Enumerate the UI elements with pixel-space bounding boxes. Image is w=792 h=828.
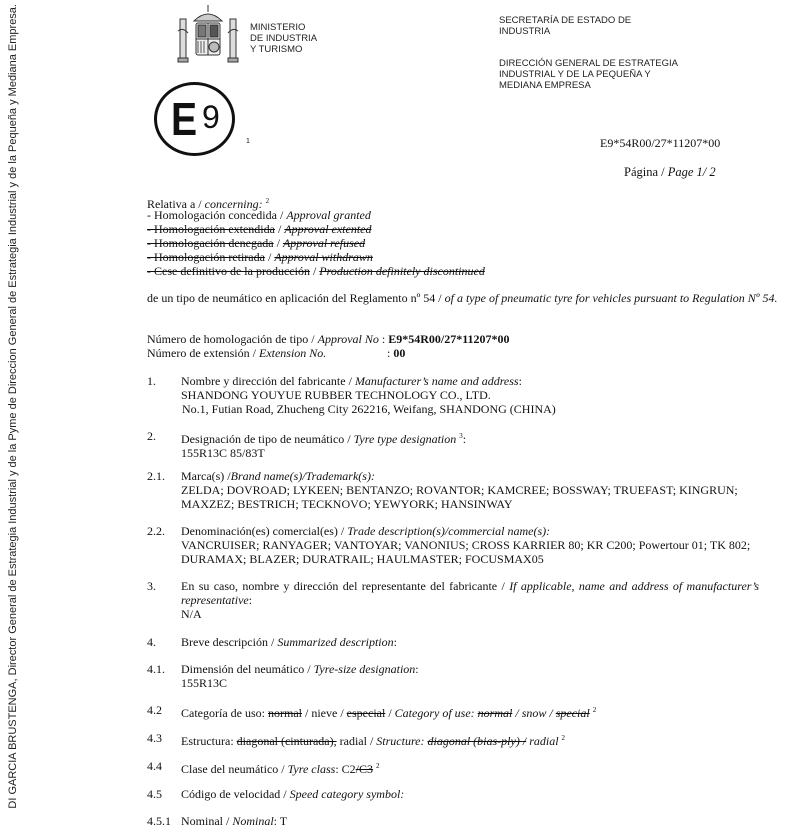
item-label: Dimensión del neumático / Tyre-size designation: bbox=[181, 662, 419, 676]
approval-label-es: Número de homologación de tipo / bbox=[147, 332, 318, 346]
e9-approval-mark-icon bbox=[154, 82, 235, 156]
label-es: Categoría de uso: bbox=[181, 706, 268, 720]
signature-sidebar bbox=[2, 0, 22, 823]
label-en: If applicable, name and address of manufacturer’s representative bbox=[181, 579, 760, 607]
item-content bbox=[181, 469, 738, 511]
item-label bbox=[181, 524, 750, 538]
concerning-block bbox=[147, 194, 485, 278]
item-number: 2. bbox=[147, 429, 156, 443]
item-number: 4. bbox=[147, 635, 156, 649]
brands-line: ZELDA; DOVROAD; LYKEEN; BENTANZO; ROVANTOR; KAMCREE; BOSSWAY; TRUEFAST; KINGRUN; bbox=[181, 483, 738, 497]
concerning-option-extended: - Homologación extendida / Approval extented bbox=[147, 222, 372, 236]
option-normal-es: normal bbox=[267, 706, 302, 720]
concerning-option-granted: - Homologación concedida / Approval granted bbox=[147, 208, 371, 222]
option-special-en: special bbox=[555, 706, 590, 720]
item-content bbox=[181, 374, 556, 416]
prefix: - bbox=[147, 222, 154, 236]
option-es: Homologación denegada bbox=[154, 236, 274, 250]
label-en: Category of use: bbox=[394, 706, 478, 720]
option-radial-en: radial bbox=[529, 734, 559, 748]
regulation-en: of a type of pneumatic tyre for vehicles pursuant to Regulation Nº 54. bbox=[444, 291, 778, 305]
item-content: Categoría de uso: normal / nieve / especial / Category of use: normal / snow / special $^2$ bbox=[181, 706, 597, 720]
label-en: Nominal bbox=[232, 814, 274, 828]
page-number bbox=[624, 165, 716, 180]
extension-value: 00 bbox=[393, 346, 406, 360]
option-en: Approval extented bbox=[284, 222, 372, 236]
secretaria-line: SECRETARÍA DE ESTADO DE bbox=[499, 15, 632, 26]
option-diagonal-es: diagonal (cinturada), bbox=[236, 734, 337, 748]
label-es: Breve descripción / bbox=[181, 635, 278, 649]
concerning-label bbox=[147, 194, 485, 211]
label-es: Nominal / bbox=[181, 814, 233, 828]
label-en: Manufacturer’s name and address bbox=[354, 374, 519, 388]
extension-label bbox=[147, 346, 387, 360]
tyre-type-value: 155R13C 85/83T bbox=[181, 446, 265, 460]
item-content: En su caso, nombre y dirección del representante del fabricante / If applicable, name and address of manufacturer’s representative: N/A bbox=[181, 579, 760, 621]
regulation-es: de un tipo de neumático en aplicación del Reglamento nº 54 / bbox=[147, 291, 445, 305]
secretaria-line: INDUSTRIA bbox=[499, 26, 551, 37]
option-es: Cese definitivo de la producción bbox=[154, 264, 310, 278]
tyre-size-value: 155R13C bbox=[181, 676, 228, 690]
prefix: - bbox=[147, 208, 154, 222]
nominal-value: T bbox=[279, 814, 288, 828]
reference-number: E9*54R00/27*11207*00 bbox=[600, 136, 721, 150]
eseal-letter: E bbox=[171, 93, 198, 145]
label-es: Clase del neumático / bbox=[181, 762, 288, 776]
item-content: Estructura: diagonal (cinturada), radial / Structure: diagonal (bias-ply) / radial $^2$ bbox=[181, 734, 566, 748]
item-number: 4.5.1 bbox=[147, 814, 171, 828]
item-content bbox=[181, 662, 419, 690]
item-label: Nombre y dirección del fabricante / Manufacturer’s name and address: bbox=[181, 374, 522, 388]
prefix: - bbox=[147, 264, 154, 278]
class-c3: /C3 bbox=[355, 762, 374, 776]
footnote-sup: 2 bbox=[265, 197, 270, 205]
option-normal-en: normal bbox=[477, 706, 513, 720]
eseal-number: 9 bbox=[202, 99, 220, 135]
footnote-mark: 1 bbox=[246, 138, 250, 145]
item-number: 3. bbox=[147, 579, 156, 593]
ministry-line: DE INDUSTRIA bbox=[250, 33, 318, 44]
label-es: Designación de tipo de neumático / bbox=[181, 432, 354, 446]
item-number: 4.2 bbox=[147, 703, 162, 717]
label-es: Nombre y dirección del fabricante / bbox=[181, 374, 355, 388]
label-en: Tyre type designation bbox=[353, 432, 460, 446]
extension-number-row: Número de extensión / Extension No. : 00 bbox=[147, 346, 406, 360]
label-en: Tyre class bbox=[287, 762, 336, 776]
item-content: Nominal / Nominal: T bbox=[181, 814, 288, 828]
brands-line: MAXZEZ; BESTRICH; TECKNOVO; YEWYORK; HANSINWAY bbox=[181, 497, 513, 511]
coat-of-arms-icon bbox=[174, 3, 242, 65]
item-content: Breve descripción / Summarized description: bbox=[181, 635, 397, 649]
option-en: Approval refused bbox=[282, 236, 366, 250]
item-content bbox=[181, 787, 404, 801]
option-es: Homologación concedida bbox=[154, 208, 277, 222]
option-diagonal-en: diagonal (bias-ply) bbox=[427, 734, 523, 748]
manufacturer-address: No.1, Futian Road, Zhucheng City 262216, Weifang, SHANDONG (CHINA) bbox=[182, 402, 556, 416]
direccion-heading bbox=[499, 58, 678, 91]
item-number: 4.1. bbox=[147, 662, 165, 676]
label-es: En su caso, nombre y dirección del representante del fabricante / bbox=[181, 579, 510, 593]
option-special-es: especial bbox=[346, 706, 386, 720]
item-number: 1. bbox=[147, 374, 156, 388]
approval-value: E9*54R00/27*11207*00 bbox=[388, 332, 510, 346]
item-content bbox=[181, 524, 750, 566]
ministry-line: Y TURISMO bbox=[250, 44, 303, 55]
extension-label-en: Extension No. bbox=[258, 346, 327, 360]
item-number: 4.3 bbox=[147, 731, 162, 745]
footnote-sup: 3 bbox=[459, 432, 463, 440]
label-en: Tyre-size designation bbox=[313, 662, 416, 676]
prefix: - bbox=[147, 236, 154, 250]
concerning-option-withdrawn: - Homologación retirada / Approval withdrawn bbox=[147, 250, 373, 264]
option-en: Production definitely discontinued bbox=[319, 264, 485, 278]
label-en: Trade description(s)/commercial name(s): bbox=[347, 524, 551, 538]
footnote-sup: 2 bbox=[592, 706, 597, 714]
label-en: concerning: bbox=[204, 197, 266, 211]
option-snow-es: nieve bbox=[311, 706, 338, 720]
option-es: Homologación retirada bbox=[154, 250, 265, 264]
representative-value: N/A bbox=[181, 607, 202, 621]
extension-label-es: Número de extensión / bbox=[147, 346, 259, 360]
option-es: Homologación extendida bbox=[154, 222, 275, 236]
label-es: Relativa a / bbox=[147, 197, 205, 211]
direccion-line: INDUSTRIAL Y DE LA PEQUEÑA Y bbox=[499, 69, 651, 80]
label-en: Structure: bbox=[376, 734, 428, 748]
label-es: Dimensión del neumático / bbox=[181, 662, 314, 676]
prefix: - bbox=[147, 250, 154, 264]
approval-label-en: Approval No bbox=[317, 332, 379, 346]
footnote-sup: 2 bbox=[561, 734, 566, 742]
concerning-option-discontinued: - Cese definitivo de la producción / Production definitely discontinued bbox=[147, 264, 485, 278]
label-es: Marca(s) / bbox=[181, 469, 231, 483]
class-c2: C2 bbox=[341, 762, 356, 776]
option-radial-es: radial bbox=[339, 734, 367, 748]
footnote-sup: 2 bbox=[376, 762, 380, 770]
ministry-name bbox=[250, 22, 317, 55]
item-content bbox=[181, 429, 466, 460]
item-content: Clase del neumático / Tyre class: C2/C3 $^2$ bbox=[181, 762, 380, 776]
concerning-option-refused: - Homologación denegada / Approval refused bbox=[147, 236, 366, 250]
regulation-line bbox=[147, 291, 778, 305]
trade-names-line: DURAMAX; BLAZER; DURATRAIL; HAULMASTER; FOCUSMAX05 bbox=[181, 552, 544, 566]
approval-numbers bbox=[147, 332, 510, 360]
label-es: Denominación(es) comercial(es) / bbox=[181, 524, 348, 538]
page-label-en: Page 1/ 2 bbox=[667, 165, 716, 179]
page-label-es: Página / bbox=[624, 165, 668, 179]
label-en: Speed category symbol: bbox=[289, 787, 405, 801]
item-number: 2.1. bbox=[147, 469, 165, 483]
signature-text: DI GARCIA BRUSTENGA, Director General de Estrategia Industrial y de la Pyme de Direccion General de Estrategia Industrial y de la Pequeña y Mediana Empresa. bbox=[7, 4, 19, 809]
label-es: Código de velocidad / bbox=[181, 787, 290, 801]
label-en: Summarized description bbox=[277, 635, 394, 649]
item-number: 4.5 bbox=[147, 787, 162, 801]
option-snow-en: snow bbox=[521, 706, 547, 720]
option-en: Approval withdrawn bbox=[274, 250, 373, 264]
ministry-line: MINISTERIO bbox=[250, 22, 306, 33]
item-number: 2.2. bbox=[147, 524, 165, 538]
item-number: 4.4 bbox=[147, 759, 162, 773]
manufacturer-name: SHANDONG YOUYUE RUBBER TECHNOLOGY CO., LTD. bbox=[181, 388, 491, 402]
label-es: Estructura: bbox=[181, 734, 237, 748]
trade-names-line: VANCRUISER; RANYAGER; VANTOYAR; VANONIUS; CROSS KARRIER 80; KR C200; Powertour 01; TK 802; bbox=[181, 538, 751, 552]
item-label bbox=[181, 469, 738, 483]
label-en: Brand name(s)/Trademark(s): bbox=[230, 469, 375, 483]
direccion-line: MEDIANA EMPRESA bbox=[499, 80, 591, 91]
option-en: Approval granted bbox=[286, 208, 371, 222]
direccion-line: DIRECCIÓN GENERAL DE ESTRATEGIA bbox=[499, 58, 678, 69]
secretaria-heading bbox=[499, 15, 631, 37]
approval-number-row: Número de homologación de tipo / Approval No : E9*54R00/27*11207*00 bbox=[147, 332, 510, 346]
item-label: Designación de tipo de neumático / Tyre type designation $^3$: bbox=[181, 432, 467, 446]
